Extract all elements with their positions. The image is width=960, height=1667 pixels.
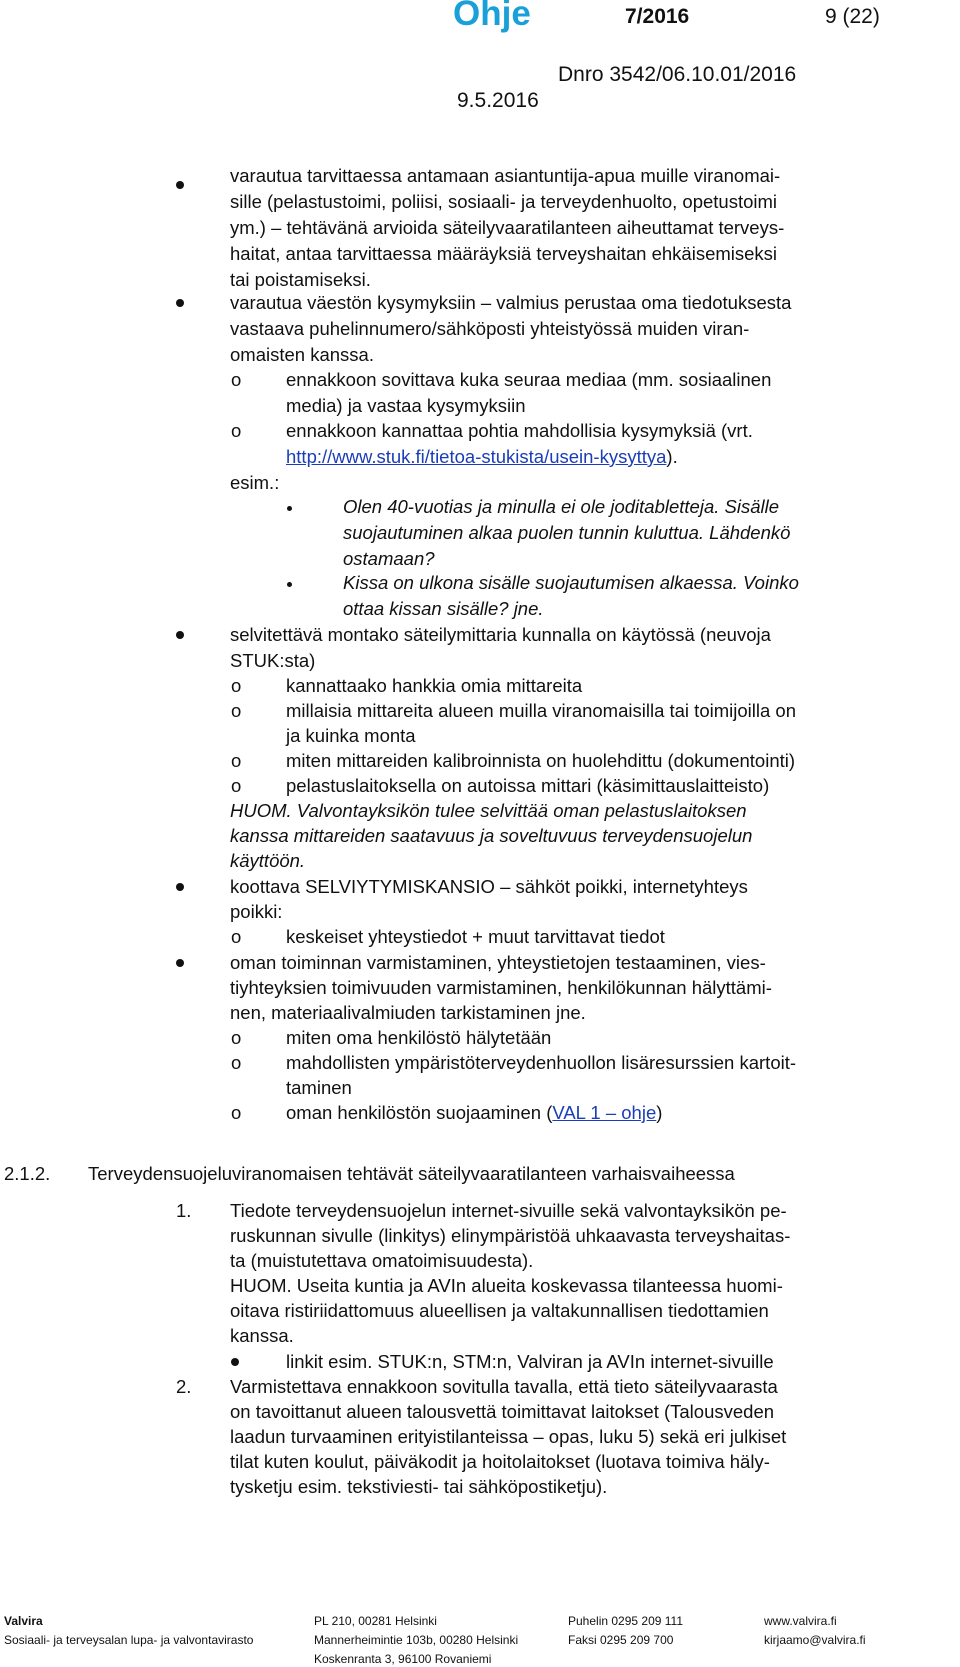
bullet-icon bbox=[176, 181, 184, 189]
bullet-3-sub-1: kannattaako hankkia omia mittareita bbox=[286, 675, 583, 696]
bullet-5-line-2: tiyhteyksien toimivuuden varmistaminen, henkilökunnan hälyttämi- bbox=[230, 977, 772, 998]
bullet-2-sub-2-line-1: ennakkoon kannattaa pohtia mahdollisia kysymyksiä (vrt. bbox=[286, 420, 753, 441]
bullet-2-sub-1-line-1: ennakkoon sovittava kuka seuraa mediaa (mm. sosiaalinen bbox=[286, 369, 772, 390]
val1-guide-link[interactable]: VAL 1 – ohje bbox=[552, 1102, 657, 1123]
sub-bullet-icon: o bbox=[231, 700, 242, 721]
bullet-5-line-1: oman toiminnan varmistaminen, yhteystietojen testaaminen, vies- bbox=[230, 952, 766, 973]
bullet-5-sub-2-line-2: taminen bbox=[286, 1077, 352, 1098]
bullet-1-line-3: ym.) – tehtävänä arvioida säteilyvaaratilanteen aiheuttamat terveys- bbox=[230, 217, 785, 238]
bullet-3-note-line-3: käyttöön. bbox=[230, 850, 306, 871]
sub-bullet-icon: o bbox=[231, 420, 242, 441]
example-bullet-icon bbox=[287, 582, 292, 587]
sub-bullet-icon: o bbox=[231, 369, 242, 390]
bullet-3-sub-3: miten mittareiden kalibroinnista on huolehdittu (dokumentointi) bbox=[286, 750, 796, 771]
footer-org: Valvira bbox=[4, 1614, 43, 1628]
item-1-line-4: HUOM. Useita kuntia ja AVIn alueita koskevassa tilanteessa huomi- bbox=[230, 1275, 783, 1296]
bullet-5-sub-1: miten oma henkilöstö hälytetään bbox=[286, 1027, 552, 1048]
sub-bullet-icon: o bbox=[231, 750, 242, 771]
bullet-2-sub-1-line-2: media) ja vastaa kysymyksiin bbox=[286, 395, 526, 416]
item-2-line-1: Varmistettava ennakkoon sovitulla tavalla, että tieto säteilyvaarasta bbox=[230, 1376, 778, 1397]
item-2-line-5: tysketju esim. tekstiviesti- tai sähköpostiketju). bbox=[230, 1476, 608, 1497]
example-1-line-3: ostamaan? bbox=[343, 548, 435, 569]
footer-address-2: Mannerheimintie 103b, 00280 Helsinki bbox=[314, 1633, 519, 1647]
bullet-1-line-2: sille (pelastustoimi, poliisi, sosiaali- ja terveydenhuolto, opetustoimi bbox=[230, 191, 778, 212]
footer-email: kirjaamo@valvira.fi bbox=[764, 1633, 866, 1647]
bullet-3-note-line-1: HUOM. Valvontayksikön tulee selvittää oman pelastuslaitoksen bbox=[230, 800, 747, 821]
item-1-line-6: kanssa. bbox=[230, 1325, 294, 1346]
bullet-1-line-4: haitat, antaa tarvittaessa määräyksiä terveyshaitan ehkäisemiseksi bbox=[230, 243, 778, 264]
sub-bullet-icon: o bbox=[231, 926, 242, 947]
bullet-4-line-1: koottava SELVIYTYMISKANSIO – sähköt poikki, internetyhteys bbox=[230, 876, 748, 897]
page-number: 9 (22) bbox=[825, 5, 880, 28]
footer-website: www.valvira.fi bbox=[764, 1614, 837, 1628]
bullet-icon bbox=[176, 959, 184, 967]
bullet-3-sub-4: pelastuslaitoksella on autoissa mittari (käsimittauslaitteisto) bbox=[286, 775, 770, 796]
sub-bullet-icon: o bbox=[231, 1027, 242, 1048]
bullet-2-line-1: varautua väestön kysymyksiin – valmius perustaa oma tiedotuksesta bbox=[230, 292, 792, 313]
bullet-4-line-2: poikki: bbox=[230, 901, 283, 922]
item-2-number: 2. bbox=[176, 1376, 192, 1397]
item-2-line-4: tilat kuten koulut, päiväkodit ja hoitolaitokset (luotava toimiva häly- bbox=[230, 1451, 770, 1472]
stuk-faq-link[interactable]: http://www.stuk.fi/tietoa-stukista/usein-kysyttya bbox=[286, 446, 667, 467]
item-1-line-5: oitava ristiriidattomuus alueellisen ja valtakunnallisen tiedottamien bbox=[230, 1300, 769, 1321]
bullet-3-sub-2-line-2: ja kuinka monta bbox=[286, 725, 416, 746]
item-2-line-2: on tavoittanut alueen talousvettä toimittavat laitokset (Talousveden bbox=[230, 1401, 775, 1422]
bullet-3-line-1: selvitettävä montako säteilymittaria kunnalla on käytössä (neuvoja bbox=[230, 624, 771, 645]
bullet-3-line-2: STUK:sta) bbox=[230, 650, 316, 671]
section-number: 2.1.2. bbox=[4, 1163, 51, 1184]
item-2-line-3: laadun turvaaminen erityistilanteissa – opas, luku 5) sekä eri julkiset bbox=[230, 1426, 787, 1447]
sub-bullet-icon: o bbox=[231, 1052, 242, 1073]
document-number: 7/2016 bbox=[625, 5, 690, 28]
item-1-sub: linkit esim. STUK:n, STM:n, Valviran ja AVIn internet-sivuille bbox=[286, 1351, 774, 1372]
bullet-1-line-1: varautua tarvittaessa antamaan asiantuntija-apua muille viranomai- bbox=[230, 165, 781, 186]
example-2-line-1: Kissa on ulkona sisälle suojautumisen alkaessa. Voinko bbox=[343, 572, 799, 593]
bullet-5-sub-3: oman henkilöstön suojaaminen (VAL 1 – ohje) bbox=[286, 1102, 663, 1123]
sub-bullet-icon: o bbox=[231, 675, 242, 696]
footer-address-1: PL 210, 00281 Helsinki bbox=[314, 1614, 437, 1628]
bullet-icon bbox=[176, 883, 184, 891]
document-date: 9.5.2016 bbox=[457, 89, 539, 112]
footer-phone: Puhelin 0295 209 111 bbox=[568, 1614, 683, 1628]
footer-org-full: Sosiaali- ja terveysalan lupa- ja valvontavirasto bbox=[4, 1633, 254, 1647]
document-type-title: Ohje bbox=[453, 0, 531, 33]
item-1-line-3: ta (muistutettava omatoimisuudesta). bbox=[230, 1250, 534, 1271]
example-1-line-1: Olen 40-vuotias ja minulla ei ole joditabletteja. Sisälle bbox=[343, 496, 780, 517]
example-bullet-icon bbox=[287, 506, 292, 511]
footer-address-3: Koskenranta 3, 96100 Rovaniemi bbox=[314, 1652, 492, 1666]
example-2-line-2: ottaa kissan sisälle? jne. bbox=[343, 598, 544, 619]
example-label: esim.: bbox=[230, 472, 280, 493]
bullet-2-line-2: vastaava puhelinnumero/sähköposti yhteistyössä muiden viran- bbox=[230, 318, 750, 339]
bullet-icon bbox=[231, 1358, 239, 1366]
section-title: Terveydensuojeluviranomaisen tehtävät säteilyvaaratilanteen varhaisvaiheessa bbox=[88, 1163, 735, 1184]
item-1-line-1: Tiedote terveydensuojelun internet-sivuille sekä valvontayksikön pe- bbox=[230, 1200, 787, 1221]
bullet-4-sub-1: keskeiset yhteystiedot + muut tarvittavat tiedot bbox=[286, 926, 665, 947]
bullet-icon bbox=[176, 631, 184, 639]
bullet-3-note-line-2: kanssa mittareiden saatavuus ja soveltuvuus terveydensuojelun bbox=[230, 825, 753, 846]
bullet-3-sub-2-line-1: millaisia mittareita alueen muilla viranomaisilla tai toimijoilla on bbox=[286, 700, 796, 721]
bullet-5-sub-2-line-1: mahdollisten ympäristöterveydenhuollon lisäresurssien kartoit- bbox=[286, 1052, 797, 1073]
sub-bullet-icon: o bbox=[231, 775, 242, 796]
footer-fax: Faksi 0295 209 700 bbox=[568, 1633, 674, 1647]
sub-bullet-icon: o bbox=[231, 1102, 242, 1123]
example-1-line-2: suojautuminen alkaa puolen tunnin kuluttua. Lähdenkö bbox=[343, 522, 791, 543]
bullet-2-sub-2-line-2: http://www.stuk.fi/tietoa-stukista/usein-kysyttya). bbox=[286, 446, 678, 467]
bullet-5-line-3: nen, materiaalivalmiuden tarkistaminen jne. bbox=[230, 1002, 586, 1023]
bullet-1-line-5: tai poistamiseksi. bbox=[230, 269, 371, 290]
item-1-line-2: ruskunnan sivulle (linkitys) elinympäristöä uhkaavasta terveyshaitas- bbox=[230, 1225, 791, 1246]
bullet-2-line-3: omaisten kanssa. bbox=[230, 344, 374, 365]
bullet-icon bbox=[176, 299, 184, 307]
item-1-number: 1. bbox=[176, 1200, 192, 1221]
record-number: Dnro 3542/06.10.01/2016 bbox=[558, 63, 797, 86]
